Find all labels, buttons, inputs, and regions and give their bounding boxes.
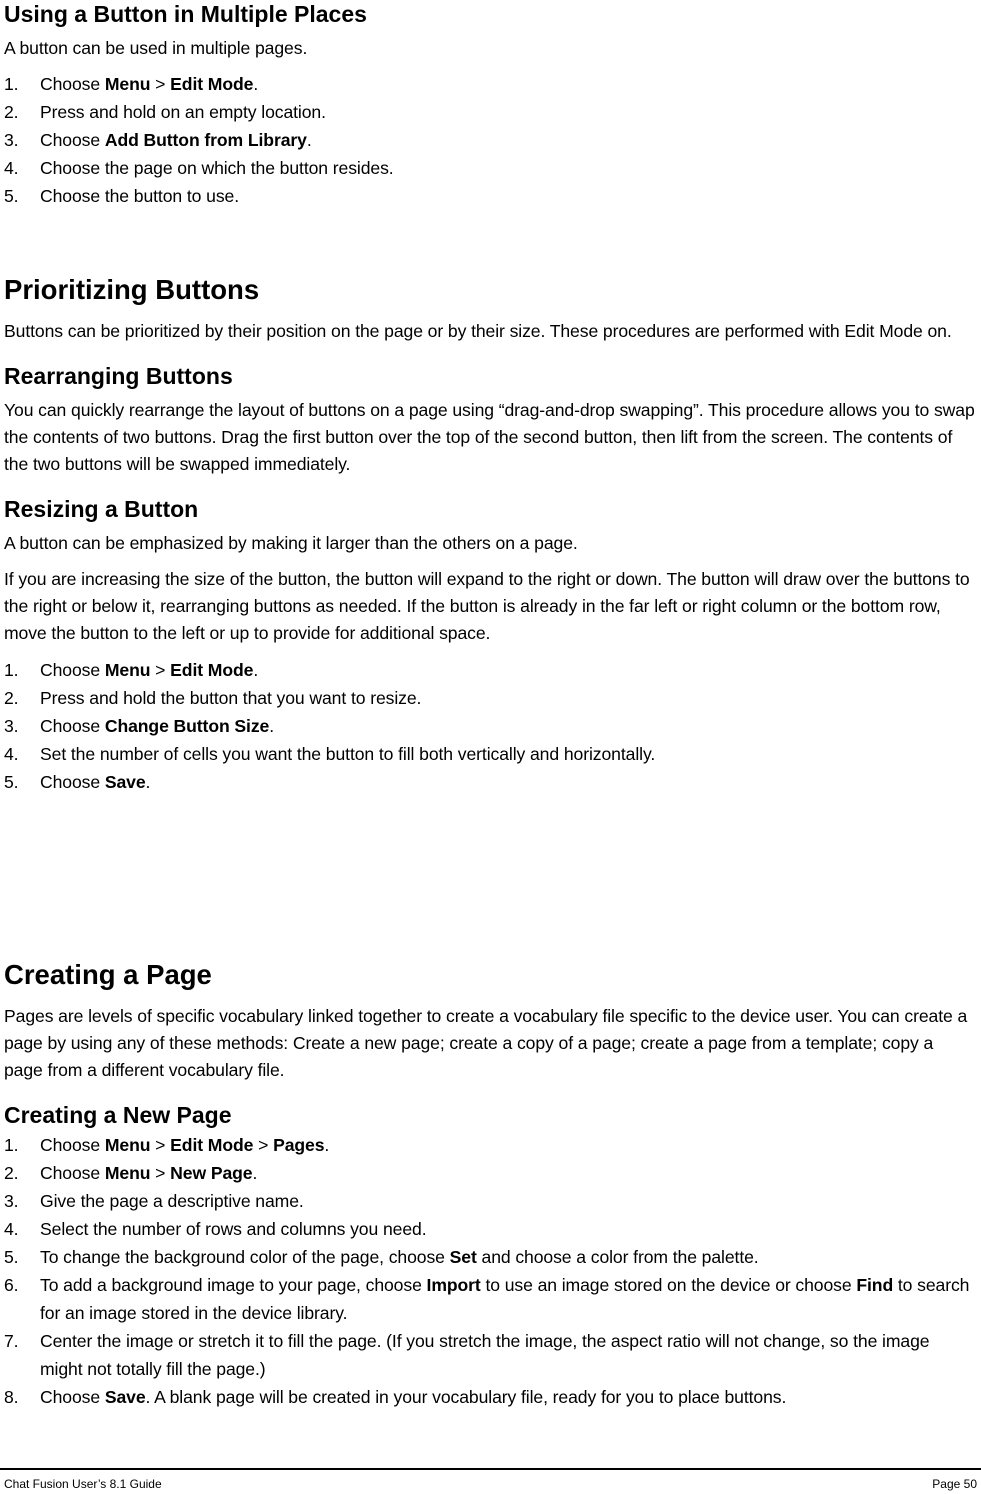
section-multiple-places	[4, 0, 976, 210]
step-text: >	[150, 74, 171, 94]
step-text: .	[269, 716, 275, 736]
text-resizing-1: A button can be emphasized by making it larger than the others on a page.	[4, 533, 578, 553]
step-item	[4, 1131, 976, 1159]
step-ui-term: Save	[104, 1387, 146, 1407]
step-text: to use an image stored on the device or choose	[480, 1275, 857, 1295]
step-text: Choose	[40, 772, 105, 792]
step-text: and choose a color from the palette.	[476, 1247, 759, 1267]
step-number: 6.	[4, 1275, 19, 1295]
step-number: 4.	[4, 158, 19, 178]
step-text: To add a background image to your page, choose	[40, 1275, 427, 1295]
step-text: Press and hold the button that you want to resize.	[40, 688, 422, 708]
step-text: Choose the page on which the button resides.	[40, 158, 394, 178]
step-text: to search for an image stored in the device library.	[40, 1275, 970, 1323]
step-text: Choose	[40, 130, 105, 150]
step-text: >	[150, 1163, 171, 1183]
step-number: 8.	[4, 1387, 19, 1407]
step-item	[4, 98, 976, 126]
step-number: 5.	[4, 772, 19, 792]
step-number: 7.	[4, 1331, 19, 1351]
intro-prioritizing: Buttons can be prioritized by their position on the page or by their size. These procedures are performed with Edit Mode on.	[4, 321, 952, 341]
step-number: 5.	[4, 186, 19, 206]
footer-page-number: Page 50	[932, 1477, 977, 1491]
step-text: . A blank page will be created in your vocabulary file, ready for you to place buttons.	[145, 1387, 787, 1407]
steps-list	[4, 70, 976, 210]
step-ui-term: Add Button from Library	[104, 130, 307, 150]
steps-list	[4, 1131, 976, 1411]
step-item	[4, 1187, 976, 1215]
step-number: 3.	[4, 1191, 19, 1211]
step-number: 4.	[4, 744, 19, 764]
step-ui-term: Menu	[104, 74, 151, 94]
intro-multiple-places: A button can be used in multiple pages.	[4, 38, 308, 58]
step-number: 3.	[4, 716, 19, 736]
step-number: 2.	[4, 102, 19, 122]
step-item	[4, 1243, 976, 1271]
step-number: 1.	[4, 1135, 19, 1155]
step-item	[4, 70, 976, 98]
step-number: 1.	[4, 660, 19, 680]
heading-multiple-places: Using a Button in Multiple Places	[4, 1, 367, 27]
step-text: Choose	[40, 74, 105, 94]
step-text: Choose	[40, 716, 105, 736]
step-ui-term: Edit Mode	[170, 74, 254, 94]
step-text: Set the number of cells you want the button to fill both vertically and horizontally.	[40, 744, 656, 764]
step-item	[4, 1159, 976, 1187]
step-number: 4.	[4, 1219, 19, 1239]
step-ui-term: Menu	[104, 1163, 151, 1183]
step-item	[4, 182, 976, 210]
step-text: >	[150, 660, 171, 680]
step-ui-term: Change Button Size	[104, 716, 270, 736]
step-item	[4, 1383, 976, 1411]
step-item	[4, 1271, 976, 1327]
heading-resizing: Resizing a Button	[4, 496, 199, 522]
step-ui-term: Menu	[104, 660, 151, 680]
step-item	[4, 126, 976, 154]
steps-list	[4, 656, 976, 796]
step-item	[4, 684, 976, 712]
page-footer	[0, 1468, 981, 1494]
text-resizing-2: If you are increasing the size of the button, the button will expand to the right or down. The button will draw over the buttons to the right or below it, rearranging buttons as needed. If the button is already in the far left or right column or the bottom row, move the button to the left or up to provide for additional space.	[4, 569, 970, 643]
step-text: Select the number of rows and columns you need.	[40, 1219, 427, 1239]
section-prioritizing	[4, 273, 976, 796]
step-item	[4, 656, 976, 684]
step-ui-term: Menu	[104, 1135, 151, 1155]
text-rearranging: You can quickly rearrange the layout of buttons on a page using “drag-and-drop swapping”. This procedure allows you to swap the contents of two buttons. Drag the first button over the top of the second button, then lift from the screen. The contents of the two buttons will be swapped immediately.	[4, 400, 975, 474]
step-ui-term: New Page	[170, 1163, 253, 1183]
step-text: Choose	[40, 1163, 105, 1183]
step-text: .	[252, 1163, 258, 1183]
step-text: .	[324, 1135, 330, 1155]
step-text: Choose	[40, 660, 105, 680]
step-text: .	[253, 660, 259, 680]
step-text: .	[306, 130, 312, 150]
heading-rearranging: Rearranging Buttons	[4, 363, 233, 389]
step-number: 3.	[4, 130, 19, 150]
step-text: >	[150, 1135, 171, 1155]
step-item	[4, 154, 976, 182]
step-ui-term: Find	[856, 1275, 894, 1295]
step-text: .	[145, 772, 151, 792]
step-number: 5.	[4, 1247, 19, 1267]
step-text: Choose	[40, 1387, 105, 1407]
step-number: 2.	[4, 688, 19, 708]
step-text: To change the background color of the page, choose	[40, 1247, 450, 1267]
intro-creating-page: Pages are levels of specific vocabulary linked together to create a vocabulary file specific to the device user. You can create a page by using any of these methods: Create a new page; create a copy of a page; create a page from a template; copy a page from a different vocabulary file.	[4, 1006, 968, 1080]
step-ui-term: Edit Mode	[170, 660, 254, 680]
step-text: Choose	[40, 1135, 105, 1155]
step-text: Center the image or stretch it to fill the page. (If you stretch the image, the aspect ratio will not change, so the image might not totally fill the page.)	[40, 1331, 930, 1379]
step-ui-term: Save	[104, 772, 146, 792]
step-text: .	[253, 74, 259, 94]
step-text: Choose the button to use.	[40, 186, 239, 206]
step-text: >	[253, 1135, 274, 1155]
heading-prioritizing: Prioritizing Buttons	[4, 274, 260, 305]
footer-guide-title: Chat Fusion User’s 8.1 Guide	[4, 1477, 162, 1491]
step-item	[4, 712, 976, 740]
heading-new-page: Creating a New Page	[4, 1102, 232, 1128]
step-ui-term: Pages	[273, 1135, 325, 1155]
step-item	[4, 1215, 976, 1243]
step-ui-term: Import	[426, 1275, 481, 1295]
step-text: Give the page a descriptive name.	[40, 1191, 304, 1211]
step-item	[4, 740, 976, 768]
step-number: 1.	[4, 74, 19, 94]
heading-creating-page: Creating a Page	[4, 959, 212, 990]
step-ui-term: Set	[449, 1247, 477, 1267]
step-text: Press and hold on an empty location.	[40, 102, 326, 122]
step-ui-term: Edit Mode	[170, 1135, 254, 1155]
step-item	[4, 1327, 976, 1383]
section-creating-page	[4, 958, 976, 1411]
step-item	[4, 768, 976, 796]
step-number: 2.	[4, 1163, 19, 1183]
